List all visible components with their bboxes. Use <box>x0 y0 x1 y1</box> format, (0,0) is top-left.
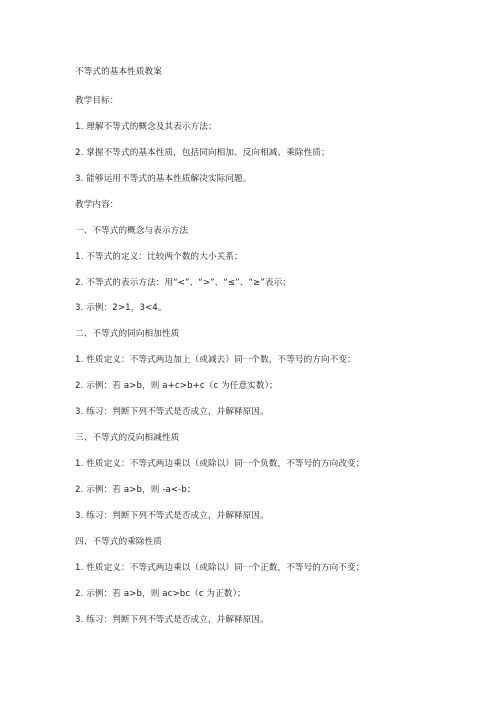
subsection-heading: 二、不等式的同向相加性质 <box>75 329 180 339</box>
list-item: 1. 不等式的定义：比较两个数的大小关系； <box>75 252 243 262</box>
list-item: 2. 不等式的表示方法：用“<”、“>”、“≤”、“≥”表示； <box>75 278 291 288</box>
list-item: 3. 练习：判断下列不等式是否成立，并解释原因。 <box>75 615 269 625</box>
list-item: 2. 示例：若 a>b，则 ac>bc（c 为正数）； <box>75 589 246 599</box>
section-heading-content: 教学内容： <box>75 200 119 210</box>
objective-item: 2. 掌握不等式的基本性质，包括同向相加、反向相减、乘除性质； <box>75 148 330 158</box>
objective-item: 1. 理解不等式的概念及其表示方法； <box>75 122 217 132</box>
list-item: 2. 示例：若 a>b，则 -a<-b； <box>75 485 196 495</box>
list-item: 1. 性质定义：不等式两边乘以（或除以）同一个负数，不等号的方向改变； <box>75 459 365 469</box>
subsection-heading: 四、不等式的乘除性质 <box>75 537 162 547</box>
list-item: 3. 练习：判断下列不等式是否成立，并解释原因。 <box>75 407 269 417</box>
section-heading-objectives: 教学目标： <box>75 96 119 106</box>
list-item: 2. 示例：若 a>b，则 a+c>b+c（c 为任意实数）； <box>75 381 278 391</box>
list-item: 3. 示例：2>1，3<4。 <box>75 303 167 313</box>
list-item: 3. 练习：判断下列不等式是否成立，并解释原因。 <box>75 511 269 521</box>
subsection-heading: 一、不等式的概念与表示方法 <box>75 226 189 236</box>
list-item: 1. 性质定义：不等式两边加上（或减去）同一个数，不等号的方向不变； <box>75 355 356 365</box>
objective-item: 3. 能够运用不等式的基本性质解决实际问题。 <box>75 174 252 184</box>
list-item: 1. 性质定义：不等式两边乘以（或除以）同一个正数，不等号的方向不变； <box>75 563 365 573</box>
subsection-heading: 三、不等式的反向相减性质 <box>75 433 180 443</box>
document-title: 不等式的基本性质教案 <box>75 67 162 77</box>
